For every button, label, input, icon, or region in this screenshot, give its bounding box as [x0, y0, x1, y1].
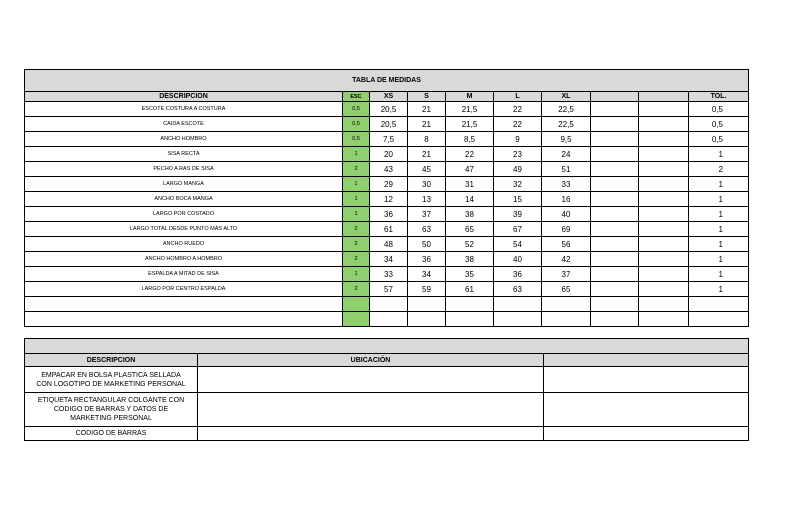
packing-extra	[544, 427, 749, 441]
measure-l: 22	[494, 117, 542, 132]
measure-empty-2	[639, 162, 689, 177]
table-row	[25, 237, 749, 252]
packing-band-cell	[25, 339, 749, 354]
measure-esc: 2	[343, 282, 370, 297]
packing-extra	[544, 393, 749, 427]
measure-m: 22	[446, 147, 494, 162]
measure-xl: 56	[542, 237, 591, 252]
header-esc: ESC	[343, 92, 370, 102]
measure-esc: 0,5	[343, 117, 370, 132]
measure-tol: 0,5	[689, 132, 749, 147]
measure-empty-2	[639, 267, 689, 282]
measure-empty-2	[639, 192, 689, 207]
table-title-row	[25, 70, 749, 92]
table-row	[25, 102, 749, 117]
measure-empty-2	[639, 147, 689, 162]
packing-row	[25, 393, 749, 427]
measure-empty-2	[639, 252, 689, 267]
measure-l: 39	[494, 207, 542, 222]
table-row	[25, 162, 749, 177]
measure-esc: 0,5	[343, 102, 370, 117]
measure-xl: 69	[542, 222, 591, 237]
measure-desc: SISA RECTA	[25, 147, 343, 162]
packing-extra	[544, 367, 749, 393]
measure-s: 8	[408, 132, 446, 147]
measure-esc: 1	[343, 207, 370, 222]
measure-xl: 65	[542, 282, 591, 297]
measure-empty-1	[591, 252, 639, 267]
measure-tol: 1	[689, 177, 749, 192]
measure-l: 67	[494, 222, 542, 237]
measure-m: 14	[446, 192, 494, 207]
measure-l: 15	[494, 192, 542, 207]
measure-empty-1	[591, 222, 639, 237]
empty-cell	[408, 297, 446, 312]
header-size-xl: XL	[542, 92, 591, 102]
measure-s: 13	[408, 192, 446, 207]
measure-xs: 20,5	[370, 102, 408, 117]
measure-tol: 1	[689, 237, 749, 252]
measure-desc: ANCHO HOMBRO A HOMBRO	[25, 252, 343, 267]
measure-xs: 20,5	[370, 117, 408, 132]
measure-empty-1	[591, 177, 639, 192]
header-empty-2	[639, 92, 689, 102]
measure-empty-2	[639, 117, 689, 132]
packing-header-row	[25, 354, 749, 367]
table-row	[25, 207, 749, 222]
measure-desc: CAIDA ESCOTE	[25, 117, 343, 132]
header-descripcion: DESCRIPCION	[25, 92, 343, 102]
packing-ubicacion	[198, 427, 544, 441]
measure-m: 47	[446, 162, 494, 177]
empty-cell	[343, 312, 370, 327]
measure-xs: 12	[370, 192, 408, 207]
measure-l: 63	[494, 282, 542, 297]
empty-table-row	[25, 312, 749, 327]
table-row	[25, 177, 749, 192]
packing-header-ubicacion: UBICACIÓN	[198, 354, 544, 367]
packing-row	[25, 427, 749, 441]
measure-tol: 1	[689, 222, 749, 237]
measure-esc: 0,5	[343, 132, 370, 147]
measure-empty-1	[591, 162, 639, 177]
measure-esc: 1	[343, 147, 370, 162]
measure-tol: 2	[689, 162, 749, 177]
measure-l: 36	[494, 267, 542, 282]
empty-cell	[370, 297, 408, 312]
measure-s: 30	[408, 177, 446, 192]
table-row	[25, 147, 749, 162]
measure-esc: 1	[343, 192, 370, 207]
packing-top-band	[25, 339, 749, 354]
measure-tol: 0,5	[689, 117, 749, 132]
measure-desc: LARGO POR CENTRO ESPALDA	[25, 282, 343, 297]
measure-s: 21	[408, 147, 446, 162]
measure-tol: 0,5	[689, 102, 749, 117]
measure-empty-2	[639, 177, 689, 192]
measure-empty-1	[591, 207, 639, 222]
measure-l: 49	[494, 162, 542, 177]
measure-m: 65	[446, 222, 494, 237]
header-size-xs: XS	[370, 92, 408, 102]
measure-desc: ANCHO RUEDO	[25, 237, 343, 252]
packing-ubicacion	[198, 393, 544, 427]
measure-m: 38	[446, 207, 494, 222]
table-title: TABLA DE MEDIDAS	[25, 70, 749, 92]
table-row	[25, 117, 749, 132]
empty-cell	[494, 312, 542, 327]
measure-empty-2	[639, 207, 689, 222]
measure-xl: 24	[542, 147, 591, 162]
measure-empty-1	[591, 117, 639, 132]
table-row	[25, 267, 749, 282]
measure-xs: 43	[370, 162, 408, 177]
table-row	[25, 192, 749, 207]
packing-header-descripcion: DESCRIPCION	[25, 354, 198, 367]
measure-s: 45	[408, 162, 446, 177]
measure-empty-1	[591, 132, 639, 147]
measure-empty-1	[591, 102, 639, 117]
measure-m: 35	[446, 267, 494, 282]
measure-m: 21,5	[446, 117, 494, 132]
measure-m: 38	[446, 252, 494, 267]
measure-xl: 16	[542, 192, 591, 207]
measure-xl: 42	[542, 252, 591, 267]
measure-xs: 36	[370, 207, 408, 222]
measure-esc: 2	[343, 162, 370, 177]
measure-xl: 22,5	[542, 102, 591, 117]
measure-xs: 48	[370, 237, 408, 252]
measure-l: 22	[494, 102, 542, 117]
packing-header-extra	[544, 354, 749, 367]
measure-m: 52	[446, 237, 494, 252]
measure-desc: ESCOTE COSTURA A COSTURA	[25, 102, 343, 117]
measure-desc: ESPALDA A MITAD DE SISA	[25, 267, 343, 282]
measure-s: 21	[408, 102, 446, 117]
empty-cell	[542, 297, 591, 312]
header-size-l: L	[494, 92, 542, 102]
empty-cell	[446, 297, 494, 312]
measure-l: 9	[494, 132, 542, 147]
empty-cell	[542, 312, 591, 327]
measure-m: 21,5	[446, 102, 494, 117]
measure-xs: 57	[370, 282, 408, 297]
empty-cell	[591, 312, 639, 327]
measure-m: 8,5	[446, 132, 494, 147]
measure-s: 59	[408, 282, 446, 297]
measure-desc: ANCHO BOCA MANGA	[25, 192, 343, 207]
measure-xl: 9,5	[542, 132, 591, 147]
table-row	[25, 252, 749, 267]
measure-empty-2	[639, 132, 689, 147]
measure-xl: 37	[542, 267, 591, 282]
table-row	[25, 282, 749, 297]
measure-xs: 61	[370, 222, 408, 237]
packing-table	[24, 338, 749, 441]
measure-esc: 1	[343, 267, 370, 282]
empty-cell	[639, 312, 689, 327]
measure-m: 31	[446, 177, 494, 192]
measure-empty-1	[591, 147, 639, 162]
empty-cell	[591, 297, 639, 312]
measure-desc: ANCHO HOMBRO	[25, 132, 343, 147]
measure-tol: 1	[689, 207, 749, 222]
measure-s: 36	[408, 252, 446, 267]
measure-esc: 2	[343, 222, 370, 237]
header-size-m: M	[446, 92, 494, 102]
measure-xs: 29	[370, 177, 408, 192]
measure-empty-1	[591, 282, 639, 297]
measure-tol: 1	[689, 267, 749, 282]
header-tol: TOL.	[689, 92, 749, 102]
measure-empty-1	[591, 267, 639, 282]
measure-esc: 2	[343, 252, 370, 267]
measure-l: 23	[494, 147, 542, 162]
measure-l: 40	[494, 252, 542, 267]
measure-desc: PECHO A RAS DE SISA	[25, 162, 343, 177]
measure-tol: 1	[689, 252, 749, 267]
empty-cell	[370, 312, 408, 327]
measure-xl: 22,5	[542, 117, 591, 132]
measure-empty-1	[591, 237, 639, 252]
measure-empty-2	[639, 282, 689, 297]
measure-xl: 40	[542, 207, 591, 222]
empty-cell	[25, 312, 343, 327]
packing-desc: EMPACAR EN BOLSA PLASTICA SELLADA CON LOGOTIPO DE MARKETING PERSONAL	[25, 367, 198, 393]
measure-xl: 33	[542, 177, 591, 192]
measure-tol: 1	[689, 282, 749, 297]
empty-cell	[689, 312, 749, 327]
measure-empty-2	[639, 222, 689, 237]
header-row	[25, 92, 749, 102]
measure-m: 61	[446, 282, 494, 297]
measure-s: 34	[408, 267, 446, 282]
measure-s: 21	[408, 117, 446, 132]
empty-cell	[689, 297, 749, 312]
empty-cell	[494, 297, 542, 312]
empty-cell	[408, 312, 446, 327]
measure-xs: 7,5	[370, 132, 408, 147]
table-row	[25, 222, 749, 237]
measurement-table	[24, 69, 749, 327]
empty-cell	[446, 312, 494, 327]
measure-empty-2	[639, 237, 689, 252]
measure-desc: LARGO MANGA	[25, 177, 343, 192]
measure-l: 32	[494, 177, 542, 192]
header-empty-1	[591, 92, 639, 102]
packing-desc: ETIQUETA RECTANGULAR COLGANTE CON CODIGO DE BARRAS Y DATOS DE MARKETING PERSONAL	[25, 393, 198, 427]
measure-xl: 51	[542, 162, 591, 177]
measure-tol: 1	[689, 147, 749, 162]
measure-empty-2	[639, 102, 689, 117]
measure-tol: 1	[689, 192, 749, 207]
empty-cell	[343, 297, 370, 312]
measure-s: 37	[408, 207, 446, 222]
measure-desc: LARGO POR COSTADO	[25, 207, 343, 222]
packing-ubicacion	[198, 367, 544, 393]
measure-empty-1	[591, 192, 639, 207]
measure-desc: LARGO TOTAL DESDE PUNTO MÁS ALTO	[25, 222, 343, 237]
header-size-s: S	[408, 92, 446, 102]
packing-desc: CODIGO DE BARRAS	[25, 427, 198, 441]
measure-s: 50	[408, 237, 446, 252]
measure-xs: 20	[370, 147, 408, 162]
measure-l: 54	[494, 237, 542, 252]
measure-xs: 33	[370, 267, 408, 282]
measure-esc: 2	[343, 237, 370, 252]
empty-table-row	[25, 297, 749, 312]
measure-s: 63	[408, 222, 446, 237]
measure-xs: 34	[370, 252, 408, 267]
empty-cell	[639, 297, 689, 312]
table-row	[25, 132, 749, 147]
empty-cell	[25, 297, 343, 312]
packing-row	[25, 367, 749, 393]
measure-esc: 1	[343, 177, 370, 192]
